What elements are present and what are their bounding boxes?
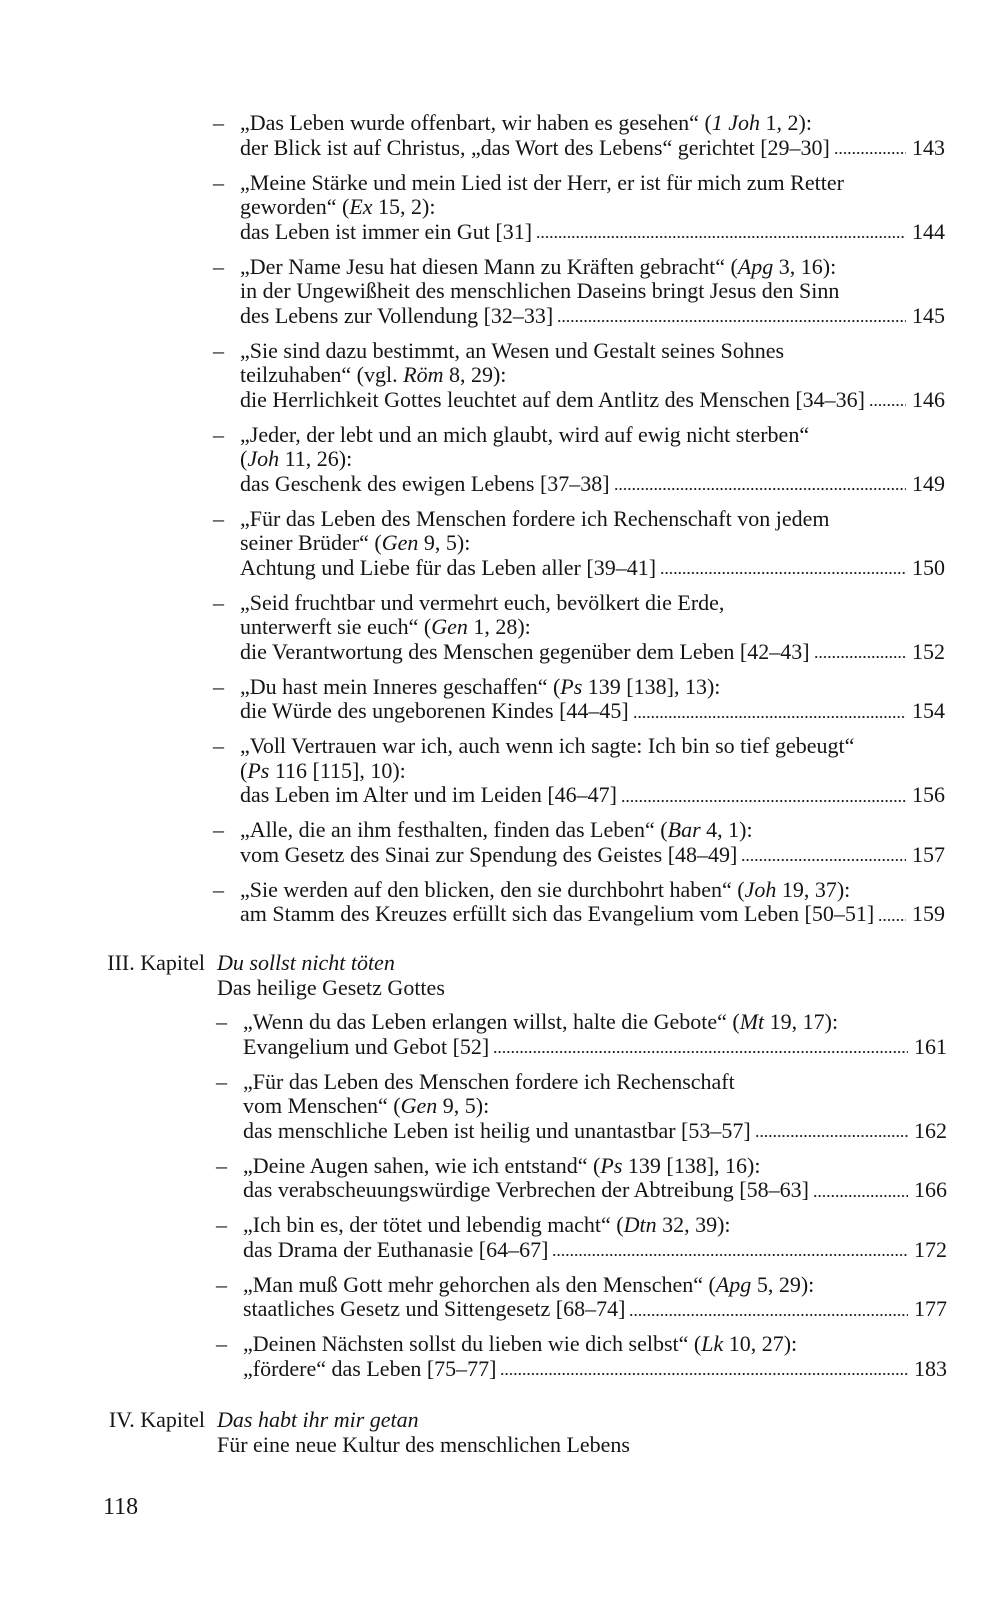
entry-page-number: 159	[912, 901, 945, 926]
reference-citation: 11, 26):	[279, 446, 353, 471]
toc-entry	[213, 110, 945, 160]
entry-quote: „Für das Leben des Menschen fordere ich Rechenschaft	[243, 1068, 735, 1094]
reference-open: (	[342, 194, 350, 219]
toc-entry	[216, 1212, 947, 1262]
entry-dash: –	[213, 421, 224, 447]
entry-quote-line	[240, 675, 945, 700]
entry-dash: –	[213, 733, 224, 758]
entry-dash: –	[213, 876, 224, 902]
toc-entry	[213, 253, 945, 329]
entry-description: Evangelium und Gebot [52]	[243, 1033, 490, 1059]
dot-leader	[552, 1238, 908, 1263]
entry-quote: „Sie sind dazu bestimmt, an Wesen und Gestalt seines Sohnes	[240, 337, 785, 363]
toc-entry	[213, 421, 945, 497]
entry-quote-line	[240, 507, 945, 532]
toc-entry	[213, 673, 945, 724]
entry-quote: „Deine Augen sahen, wie ich entstand“	[243, 1152, 588, 1178]
entry-quote: „Jeder, der lebt und an mich glaubt, wird auf ewig nicht sterben“	[240, 421, 810, 447]
dot-leader	[500, 1357, 908, 1382]
dot-leader	[621, 783, 906, 808]
entry-description: die Verantwortung des Menschen gegenüber dem Leben [42–43]	[240, 638, 810, 664]
entry-quote: „Meine Stärke und mein Lied ist der Herr, er ist für mich zum Retter	[240, 169, 844, 195]
entry-quote-line	[240, 734, 945, 759]
entry-page-number: 144	[912, 218, 945, 244]
page-number: 118	[103, 1494, 139, 1520]
reference-book: Gen	[400, 1093, 438, 1118]
entry-quote-line	[243, 1213, 947, 1238]
entry-description-line	[240, 388, 945, 413]
reference-open: (vgl.	[356, 362, 404, 387]
entry-quote: „Voll Vertrauen war ich, auch wenn ich sagte: Ich bin so tief gebeugt“	[240, 733, 855, 758]
entry-page-number: 146	[912, 386, 945, 412]
entry-quote-line	[240, 818, 945, 843]
reference-open: (	[693, 1331, 702, 1356]
entry-page-number: 183	[914, 1355, 947, 1381]
reference-book: Gen	[431, 614, 468, 639]
dot-leader	[814, 640, 906, 665]
reference-book: Dtn	[623, 1212, 657, 1237]
entry-quote: vom Menschen“	[243, 1093, 388, 1118]
entry-dash: –	[216, 1212, 227, 1237]
chapter-heading-body	[217, 951, 445, 1000]
reference-open: (	[732, 1009, 740, 1034]
chapter-subtitle: Für eine neue Kultur des menschlichen Lebens	[217, 1431, 630, 1457]
entry-dash: –	[213, 169, 224, 195]
entry-description: das Leben im Alter und im Leiden [46–47]	[240, 782, 617, 807]
entry-quote-line	[243, 1010, 947, 1035]
scripture-reference	[704, 110, 812, 135]
entry-page-number: 162	[914, 1117, 947, 1143]
entry-dash: –	[213, 673, 224, 699]
entry-dash: –	[213, 337, 224, 363]
entry-page-number: 172	[914, 1236, 947, 1262]
toc-entry	[213, 817, 945, 867]
entry-page-number: 166	[914, 1177, 947, 1202]
reference-book: Ps	[560, 673, 583, 699]
entry-page-number: 177	[914, 1296, 947, 1321]
scripture-reference	[732, 1009, 838, 1034]
entry-description: staatliches Gesetz und Sittengesetz [68–74]	[243, 1296, 626, 1321]
entry-page-number: 150	[912, 554, 945, 580]
entry-quote-line	[240, 111, 945, 136]
entry-dash: –	[213, 110, 224, 135]
entry-quote-line	[240, 615, 945, 640]
entry-dash: –	[216, 1068, 227, 1094]
entry-quote-line	[243, 1273, 947, 1298]
reference-book: Röm	[403, 362, 444, 387]
entry-description: das verabscheuungswürdige Verbrechen der Abtreibung [58–63]	[243, 1177, 809, 1202]
reference-citation: 10, 27):	[723, 1331, 798, 1356]
reference-open: (	[708, 1271, 716, 1297]
reference-citation: 3, 16):	[773, 253, 837, 279]
toc-entry	[216, 1331, 947, 1381]
entry-dash: –	[213, 253, 224, 279]
scripture-reference	[374, 530, 470, 555]
dot-leader	[633, 699, 906, 724]
dot-leader	[813, 1178, 908, 1203]
toc-entry	[213, 169, 945, 245]
dot-leader	[869, 388, 906, 413]
entry-quote-line	[240, 339, 945, 364]
entry-description-line	[243, 1297, 947, 1322]
chapter-subtitle: Das heilige Gesetz Gottes	[217, 974, 445, 1000]
reference-open: (	[737, 876, 745, 902]
entry-page-number: 152	[912, 638, 945, 664]
entry-description: „fördere“ das Leben [75–77]	[243, 1355, 497, 1381]
entry-reference-line	[240, 759, 945, 784]
scripture-reference	[660, 817, 752, 842]
reference-open: (	[423, 614, 432, 639]
entry-quote-line	[240, 591, 945, 616]
reference-open: (	[240, 757, 248, 783]
entry-description: das Leben ist immer ein Gut [31]	[240, 218, 533, 244]
entry-dash: –	[213, 589, 224, 615]
scripture-reference	[616, 1212, 730, 1237]
dot-leader	[614, 472, 906, 497]
entry-description: das menschliche Leben ist heilig und unantastbar [53–57]	[243, 1117, 751, 1143]
scripture-reference	[553, 674, 720, 699]
scripture-reference	[737, 877, 850, 902]
entry-description-line	[243, 1357, 947, 1382]
chapter-2-entries	[213, 110, 945, 927]
reference-book: Ex	[349, 194, 373, 219]
entry-quote: „Der Name Jesu hat diesen Mann zu Kräften gebracht“	[240, 253, 726, 279]
entry-description-line	[240, 783, 945, 808]
scripture-reference	[731, 254, 837, 279]
chapter-3-entries	[216, 1009, 947, 1381]
entry-dash: –	[216, 1271, 227, 1297]
entry-quote-line	[240, 195, 945, 220]
reference-open: (	[552, 673, 561, 699]
reference-open: (	[374, 530, 382, 555]
entry-page-number: 145	[912, 302, 945, 328]
entry-quote: geworden“	[240, 194, 337, 219]
reference-citation: 9, 5):	[437, 1093, 490, 1118]
toc-entry	[216, 1009, 947, 1059]
entry-quote-line	[240, 363, 945, 388]
entry-quote-line	[240, 423, 945, 448]
entry-dash: –	[213, 505, 224, 531]
reference-book: Lk	[701, 1331, 724, 1356]
toc-entry	[216, 1271, 947, 1322]
entry-dash: –	[216, 1009, 227, 1034]
entry-quote-line	[243, 1332, 947, 1357]
dot-leader	[660, 556, 906, 581]
entry-description: der Blick ist auf Christus, „das Wort des Lebens“ gerichtet [29–30]	[240, 134, 830, 160]
chapter-label: III. Kapitel	[107, 950, 205, 975]
scripture-reference	[342, 194, 435, 219]
reference-book: Ps	[247, 757, 270, 783]
entry-description: das Drama der Euthanasie [64–67]	[243, 1236, 549, 1262]
reference-citation: 8, 29):	[443, 362, 507, 387]
chapter-heading-body	[217, 1408, 630, 1457]
entry-quote: „Deinen Nächsten sollst du lieben wie dich selbst“	[243, 1331, 689, 1356]
entry-page-number: 143	[912, 134, 945, 160]
entry-quote: „Alle, die an ihm festhalten, finden das Leben“	[240, 817, 655, 842]
reference-book: 1 Joh	[711, 110, 761, 135]
entry-quote-line	[240, 171, 945, 196]
entry-quote: unterwerft sie euch“	[240, 614, 419, 639]
entry-description: in der Ungewißheit des menschlichen Daseins bringt Jesus den Sinn	[240, 278, 840, 303]
chapter-4-heading	[0, 1408, 1000, 1457]
reference-citation: 1, 2):	[760, 110, 812, 135]
reference-open: (	[393, 1093, 401, 1118]
reference-citation: 9, 5):	[418, 530, 471, 555]
entry-description-line	[243, 1119, 947, 1144]
entry-description-line	[240, 304, 945, 329]
reference-citation: 4, 1):	[700, 817, 753, 842]
entry-quote: „Sie werden auf den blicken, den sie durchbohrt haben“	[240, 876, 732, 902]
entry-quote: seiner Brüder“	[240, 530, 369, 555]
dot-leader	[878, 902, 906, 927]
entry-quote: teilzuhaben“	[240, 362, 352, 387]
reference-citation: 32, 39):	[656, 1212, 731, 1237]
reference-citation: 139 [138], 13):	[582, 673, 721, 699]
entry-description: am Stamm des Kreuzes erfüllt sich das Evangelium vom Leben [50–51]	[240, 901, 875, 926]
entry-quote: „Du hast mein Inneres geschaffen“	[240, 673, 548, 699]
entry-quote: „Ich bin es, der tötet und lebendig macht“	[243, 1212, 611, 1237]
entry-description: die Herrlichkeit Gottes leuchtet auf dem Antlitz des Menschen [34–36]	[240, 386, 865, 412]
entry-page-number: 161	[914, 1033, 947, 1059]
dot-leader	[834, 136, 906, 161]
dot-leader	[493, 1035, 908, 1060]
entry-description: Achtung und Liebe für das Leben aller [39–41]	[240, 554, 657, 580]
reference-citation: 1, 28):	[467, 614, 531, 639]
entry-description: des Lebens zur Vollendung [32–33]	[240, 302, 554, 328]
scripture-reference	[357, 362, 507, 387]
entry-dash: –	[216, 1152, 227, 1178]
reference-book: Ps	[600, 1152, 623, 1178]
toc-entry	[213, 876, 945, 927]
entry-description-line	[240, 136, 945, 161]
entry-quote-line	[243, 1154, 947, 1179]
chapter-label: IV. Kapitel	[108, 1407, 205, 1432]
entry-description-line	[240, 472, 945, 497]
reference-book: Joh	[247, 446, 280, 471]
chapter-title: Das habt ihr mir getan	[217, 1407, 419, 1432]
dot-leader	[536, 220, 906, 245]
reference-book: Bar	[667, 817, 701, 842]
scripture-reference	[593, 1153, 760, 1178]
reference-book: Apg	[715, 1271, 752, 1297]
reference-open: (	[704, 110, 712, 135]
reference-citation: 15, 2):	[372, 194, 436, 219]
entry-description-line	[240, 279, 945, 304]
entry-reference-line	[240, 447, 945, 472]
reference-open: (	[240, 446, 248, 471]
entry-description-line	[240, 699, 945, 724]
toc-entry	[216, 1068, 947, 1144]
entry-page-number: 156	[912, 782, 945, 807]
entry-description-line	[240, 902, 945, 927]
entry-description: das Geschenk des ewigen Lebens [37–38]	[240, 470, 610, 496]
entry-description-line	[240, 220, 945, 245]
reference-open: (	[660, 817, 668, 842]
reference-citation: 19, 17):	[764, 1009, 839, 1034]
entry-page-number: 149	[912, 470, 945, 496]
entry-quote-line	[243, 1070, 947, 1095]
entry-description-line	[243, 1238, 947, 1263]
toc-entry	[213, 337, 945, 413]
reference-citation: 139 [138], 16):	[622, 1152, 761, 1178]
toc-entry	[213, 505, 945, 581]
scripture-reference	[240, 758, 406, 783]
scripture-reference	[393, 1093, 489, 1118]
reference-citation: 19, 37):	[776, 876, 851, 902]
entry-quote: „Wenn du das Leben erlangen willst, halte die Gebote“	[243, 1009, 727, 1034]
scripture-reference	[709, 1272, 815, 1297]
scripture-reference	[424, 614, 531, 639]
entry-page-number: 157	[912, 841, 945, 867]
toc-entry	[213, 589, 945, 665]
reference-open: (	[616, 1212, 624, 1237]
toc-entry	[213, 733, 945, 808]
entry-description: vom Gesetz des Sinai zur Spendung des Geistes [48–49]	[240, 841, 738, 867]
scripture-reference	[240, 446, 352, 471]
entry-quote: „Seid fruchtbar und vermehrt euch, bevölkert die Erde,	[240, 589, 725, 615]
entry-description-line	[240, 843, 945, 868]
reference-book: Apg	[737, 253, 774, 279]
entry-description: die Würde des ungeborenen Kindes [44–45]	[240, 698, 629, 723]
entry-dash: –	[213, 817, 224, 842]
chapter-3-heading	[0, 951, 1000, 1000]
entry-quote-line	[243, 1094, 947, 1119]
entry-quote: „Das Leben wurde offenbart, wir haben es gesehen“	[240, 110, 699, 135]
reference-book: Gen	[381, 530, 419, 555]
entry-description-line	[240, 556, 945, 581]
reference-citation: 5, 29):	[751, 1271, 815, 1297]
entry-quote-line	[240, 255, 945, 280]
entry-dash: –	[216, 1331, 227, 1356]
chapter-title: Du sollst nicht töten	[217, 950, 395, 975]
entry-page-number: 154	[912, 698, 945, 723]
dot-leader	[629, 1297, 908, 1322]
entry-quote: „Man muß Gott mehr gehorchen als den Menschen“	[243, 1271, 704, 1297]
reference-open: (	[593, 1152, 601, 1178]
reference-book: Mt	[739, 1009, 765, 1034]
dot-leader	[741, 843, 906, 868]
scripture-reference	[694, 1331, 797, 1356]
toc-entry	[216, 1152, 947, 1203]
entry-description-line	[240, 640, 945, 665]
entry-quote-line	[240, 531, 945, 556]
dot-leader	[557, 304, 906, 329]
entry-quote: „Für das Leben des Menschen fordere ich Rechenschaft von jedem	[240, 505, 830, 531]
entry-description-line	[243, 1035, 947, 1060]
entry-quote-line	[240, 878, 945, 903]
dot-leader	[755, 1119, 908, 1144]
reference-citation: 116 [115], 10):	[269, 757, 406, 783]
reference-book: Joh	[744, 876, 777, 902]
reference-open: (	[730, 253, 738, 279]
entry-description-line	[243, 1178, 947, 1203]
